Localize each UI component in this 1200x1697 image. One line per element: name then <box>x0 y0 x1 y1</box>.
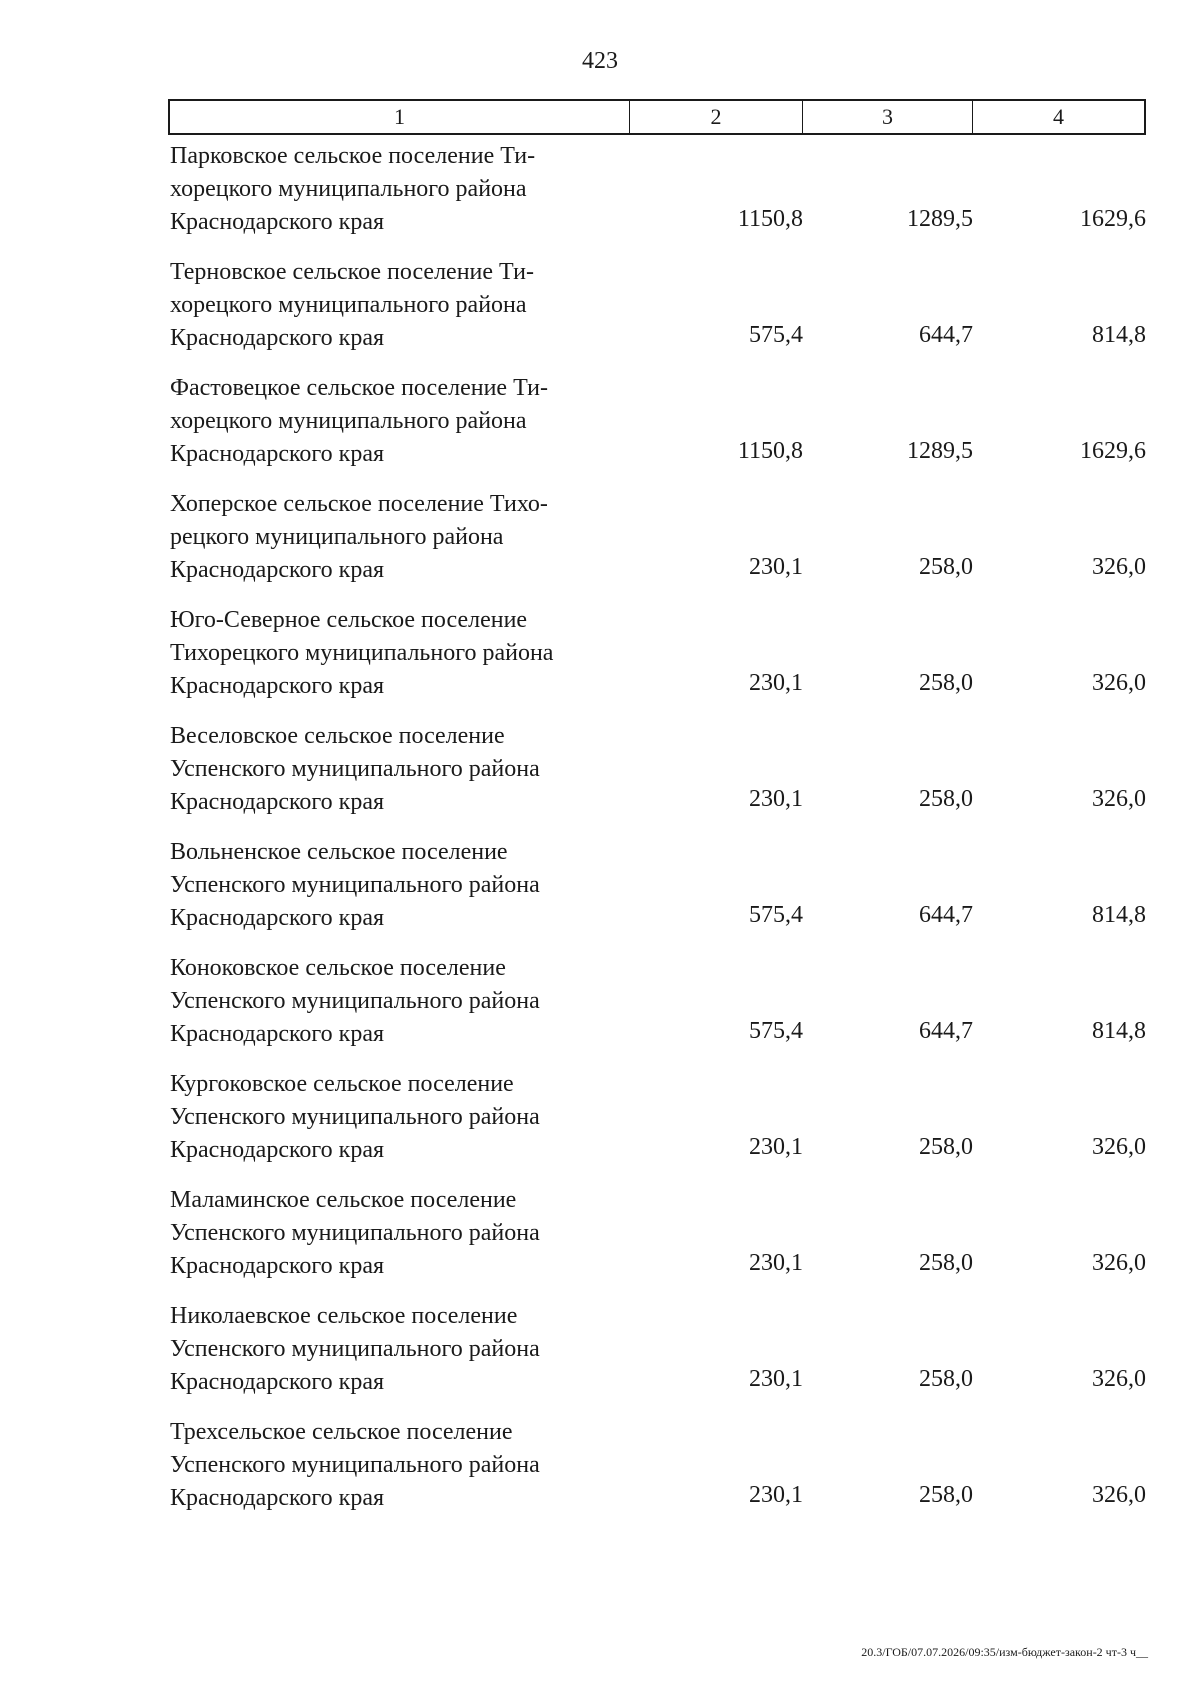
value-col-4: 814,8 <box>1092 902 1146 928</box>
settlement-name-line: Успенского муниципального района <box>170 756 540 782</box>
settlement-name-line: Хоперское сельское поселение Тихо- <box>170 491 548 517</box>
settlement-name-line: рецкого муниципального района <box>170 524 504 550</box>
value-col-4: 326,0 <box>1092 1250 1146 1276</box>
settlement-name-line: Краснодарского края <box>170 1137 385 1163</box>
settlement-name-line: Юго-Северное сельское поселение <box>170 607 528 633</box>
value-col-3: 258,0 <box>919 1482 973 1508</box>
value-col-3: 258,0 <box>919 1250 973 1276</box>
value-col-3: 258,0 <box>919 1366 973 1392</box>
table-row <box>170 720 1150 836</box>
value-col-3: 644,7 <box>919 322 973 348</box>
value-col-3: 258,0 <box>919 554 973 580</box>
settlement-name-line: Краснодарского края <box>170 673 385 699</box>
settlement-name-line: Терновское сельское поселение Ти- <box>170 259 534 285</box>
settlement-name-line: Веселовское сельское поселение <box>170 723 505 749</box>
value-col-4: 326,0 <box>1092 1366 1146 1392</box>
settlement-name-line: Краснодарского края <box>170 789 385 815</box>
value-col-4: 1629,6 <box>1080 438 1146 464</box>
value-col-4: 1629,6 <box>1080 206 1146 232</box>
settlement-name-line: Краснодарского края <box>170 557 385 583</box>
settlement-name-line: Успенского муниципального района <box>170 1104 540 1130</box>
value-col-2: 575,4 <box>749 322 803 348</box>
settlement-name-line: Краснодарского края <box>170 209 385 235</box>
value-col-4: 326,0 <box>1092 1482 1146 1508</box>
settlement-name-line: хорецкого муниципального района <box>170 292 527 318</box>
value-col-2: 575,4 <box>749 902 803 928</box>
value-col-4: 814,8 <box>1092 322 1146 348</box>
settlement-name-line: Краснодарского края <box>170 1021 385 1047</box>
settlement-name-line: Трехсельское сельское поселение <box>170 1419 513 1445</box>
value-col-2: 230,1 <box>749 554 803 580</box>
value-col-2: 230,1 <box>749 1366 803 1392</box>
table-body <box>170 140 1150 1532</box>
value-col-4: 814,8 <box>1092 1018 1146 1044</box>
value-col-3: 1289,5 <box>907 206 973 232</box>
table-row <box>170 1184 1150 1300</box>
table-header <box>168 99 1146 135</box>
table-row <box>170 836 1150 952</box>
settlement-name-line: Успенского муниципального района <box>170 1220 540 1246</box>
settlement-name-line: Успенского муниципального района <box>170 1452 540 1478</box>
settlement-name-line: Тихорецкого муниципального района <box>170 640 554 666</box>
settlement-name-line: Вольненское сельское поселение <box>170 839 508 865</box>
settlement-name-line: Кургоковское сельское поселение <box>170 1071 514 1097</box>
value-col-3: 258,0 <box>919 786 973 812</box>
page-number: 423 <box>582 48 618 74</box>
value-col-2: 230,1 <box>749 670 803 696</box>
value-col-2: 1150,8 <box>737 206 803 232</box>
value-col-3: 644,7 <box>919 902 973 928</box>
settlement-name-line: Маламинское сельское поселение <box>170 1187 517 1213</box>
settlement-name-line: Николаевское сельское поселение <box>170 1303 518 1329</box>
settlement-name-line: Краснодарского края <box>170 1369 385 1395</box>
table-row <box>170 1068 1150 1184</box>
settlement-name-line: Фастовецкое сельское поселение Ти- <box>170 375 548 401</box>
table-row <box>170 604 1150 720</box>
settlement-name-line: Краснодарского края <box>170 325 385 351</box>
document-footer-code: 20.3/ГОБ/07.07.2026/09:35/изм-бюджет-закон-2 чт-3 ч__ <box>861 1645 1148 1659</box>
settlement-name-line: Краснодарского края <box>170 1253 385 1279</box>
settlement-name-line: Краснодарского края <box>170 905 385 931</box>
table-row <box>170 488 1150 604</box>
value-col-3: 258,0 <box>919 670 973 696</box>
settlement-name-line: Успенского муниципального района <box>170 1336 540 1362</box>
value-col-2: 1150,8 <box>737 438 803 464</box>
header-cell-1: 1 <box>170 101 630 133</box>
header-cell-3: 3 <box>803 101 973 133</box>
settlement-name-line: Парковское сельское поселение Ти- <box>170 143 536 169</box>
settlement-name-line: хорецкого муниципального района <box>170 408 527 434</box>
value-col-3: 1289,5 <box>907 438 973 464</box>
settlement-name-line: хорецкого муниципального района <box>170 176 527 202</box>
value-col-2: 575,4 <box>749 1018 803 1044</box>
value-col-2: 230,1 <box>749 1250 803 1276</box>
table-row <box>170 952 1150 1068</box>
settlement-name-line: Коноковское сельское поселение <box>170 955 506 981</box>
settlement-name-line: Краснодарского края <box>170 1485 385 1511</box>
settlement-name-line: Успенского муниципального района <box>170 872 540 898</box>
table-row <box>170 372 1150 488</box>
header-cell-2: 2 <box>630 101 803 133</box>
table-row <box>170 140 1150 256</box>
value-col-2: 230,1 <box>749 786 803 812</box>
table-row <box>170 1416 1150 1532</box>
value-col-4: 326,0 <box>1092 554 1146 580</box>
value-col-4: 326,0 <box>1092 670 1146 696</box>
value-col-3: 644,7 <box>919 1018 973 1044</box>
value-col-2: 230,1 <box>749 1482 803 1508</box>
table-row <box>170 256 1150 372</box>
value-col-4: 326,0 <box>1092 1134 1146 1160</box>
settlement-name-line: Краснодарского края <box>170 441 385 467</box>
settlement-name-line: Успенского муниципального района <box>170 988 540 1014</box>
value-col-4: 326,0 <box>1092 786 1146 812</box>
value-col-3: 258,0 <box>919 1134 973 1160</box>
value-col-2: 230,1 <box>749 1134 803 1160</box>
header-cell-4: 4 <box>1053 104 1064 129</box>
table-row <box>170 1300 1150 1416</box>
